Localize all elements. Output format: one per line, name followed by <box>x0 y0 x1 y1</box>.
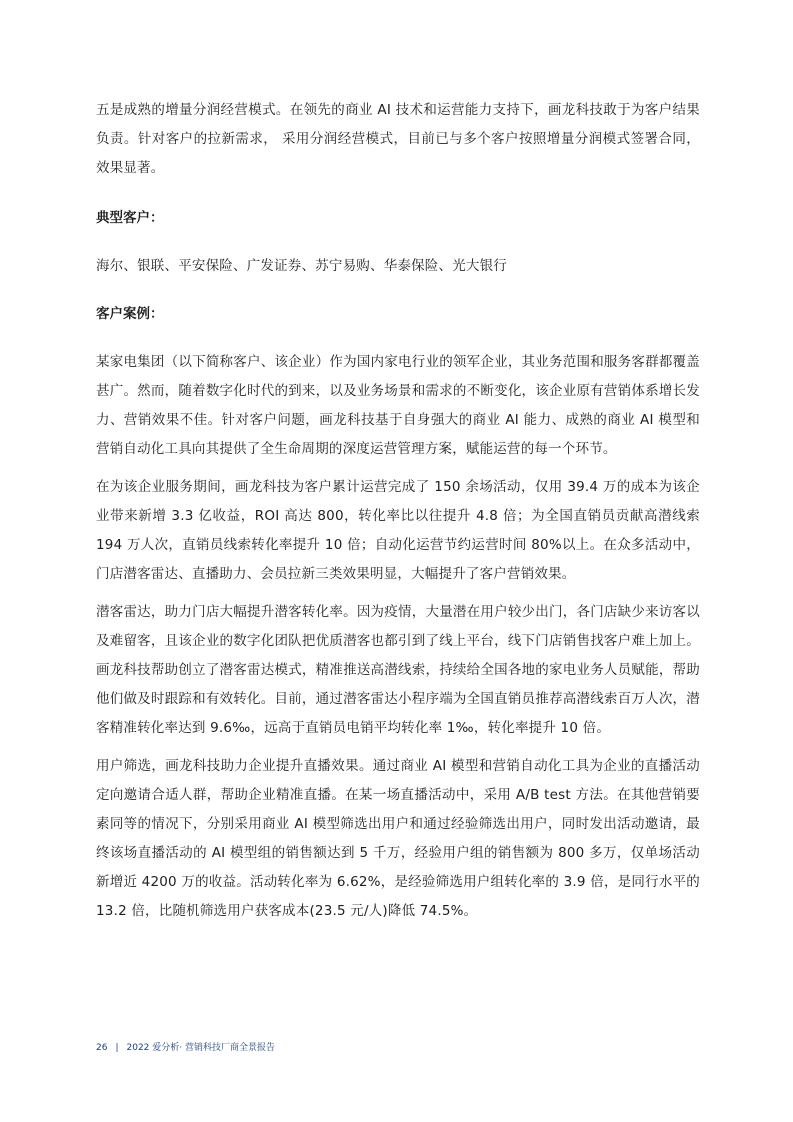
paragraph-case-results: 在为该企业服务期间，画龙科技为客户累计运营完成了 150 余场活动，仅用 39.4 万的成本为该企业带来新增 3.3 亿收益，ROI 高达 800，转化率比以往提升 4.8 倍；为全国直销员贡献高潜线索 194 万人次，直销员线索转化率提升 10 倍；自动化运营节约运营时间 80%以上。在众多活动中，门店潜客雷达、直播助力、会员拉新三类效果明显，大幅提升了客户营销效果。 <box>96 479 700 582</box>
paragraph-case-intro: 某家电集团（以下简称客户、该企业）作为国内家电行业的领军企业，其业务范围和服务客群都覆盖甚广。然而，随着数字化时代的到来，以及业务场景和需求的不断变化，该企业原有营销体系增长发力、营销效果不佳。针对客户问题，画龙科技基于自身强大的商业 AI 能力、成熟的商业 AI 模型和营销自动化工具向其提供了全生命周期的深度运营管理方案，赋能运营的每一个环节。 <box>96 354 700 457</box>
typical-customers-heading: 典型客户： <box>96 210 164 226</box>
page-content <box>96 96 700 926</box>
footer-separator: | <box>115 1043 119 1053</box>
report-title: 2022 爱分析· 营销科技厂商全景报告 <box>126 1043 275 1053</box>
paragraph-profit-sharing-model: 五是成熟的增量分润经营模式。在领先的商业 AI 技术和运营能力支持下，画龙科技敢于为客户结果负责。针对客户的拉新需求， 采用分润经营模式，目前已与多个客户按照增量分润模式签署合同，效果显著。 <box>96 102 700 176</box>
customer-case-heading: 客户案例： <box>96 306 164 322</box>
page-footer <box>96 1041 275 1055</box>
paragraph-user-screening: 用户筛选，画龙科技助力企业提升直播效果。通过商业 AI 模型和营销自动化工具为企业的直播活动定向邀请合适人群，帮助企业精准直播。在某一场直播活动中，采用 A/B test 方法。在其他营销要素同等的情况下，分别采用商业 AI 模型筛选出用户和通过经验筛选出用户，同时发出活动邀请，最终该场直播活动的 AI 模型组的销售额达到 5 千万，经验用户组的销售额为 800 多万，仅单场活动新增近 4200 万的收益。活动转化率为 6.62%，是经验筛选用户组转化率的 3.9 倍，是同行水平的 13.2 倍，比随机筛选用户获客成本(23.5 元/人)降低 74.5%。 <box>96 758 700 919</box>
typical-customers-list: 海尔、银联、平安保险、广发证券、苏宁易购、华泰保险、光大银行 <box>96 258 507 274</box>
page-number: 26 <box>96 1043 108 1053</box>
paragraph-lead-radar: 潜客雷达，助力门店大幅提升潜客转化率。因为疫情，大量潜在用户较少出门，各门店缺少来访客以及难留客，且该企业的数字化团队把优质潜客也都引到了线上平台，线下门店销售找客户难上加上。画龙科技帮助创立了潜客雷达模式，精准推送高潜线索，持续给全国各地的家电业务人员赋能，帮助他们做及时跟踪和有效转化。目前，通过潜客雷达小程序端为全国直销员推荐高潜线索百万人次，潜客精准转化率达到 9.6‰，远高于直销员电销平均转化率 1‰，转化率提升 10 倍。 <box>96 604 700 736</box>
